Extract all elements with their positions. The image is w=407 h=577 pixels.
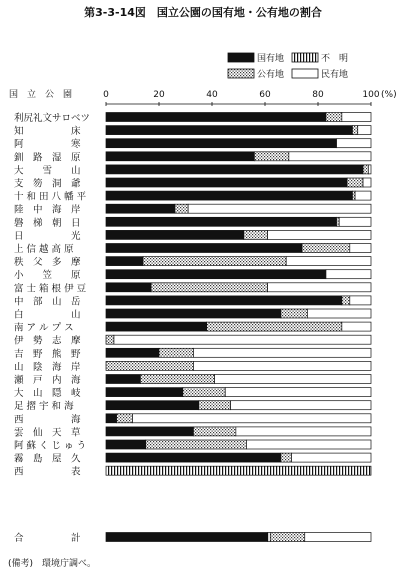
row-label: 西 表 [14,466,81,478]
bars [106,113,371,542]
row-label: 中 部 山 岳 [14,296,81,308]
bar-segment-national [106,126,352,135]
row-label: 上 信 越 高 原 [14,244,74,255]
row-label: 霧 島 屋 久 [14,453,81,465]
x-tick-label: 60 [259,90,271,100]
bar-segment-national [106,270,326,279]
bar-segment-private [114,335,371,344]
bar-segment-national [106,257,143,266]
row-label: 阿 寒 [14,139,81,151]
bar-segment-public [106,335,114,344]
row-label: 吉 野 熊 野 [14,348,81,360]
bar-segment-national [106,309,281,318]
x-axis [103,90,396,106]
x-tick-label: 20 [153,90,165,100]
row-label: 支 笏 洞 爺 [14,178,81,190]
row-label: 南 ア ル プ ス [14,322,74,334]
row-label: 知 床 [14,126,81,138]
bar-segment-private [358,126,371,135]
bar-segment-public [347,178,363,187]
bar-segment-national [106,217,337,226]
bar-segment-national [106,139,337,148]
bar-segment-private [133,414,372,423]
bar-segment-national [106,244,302,253]
bar-segment-national [106,165,363,174]
row-label: 瀬 戸 内 海 [14,375,81,386]
row-label: 西 海 [14,414,81,426]
bar-segment-private [342,322,371,331]
bar-segment-national [106,375,140,384]
bar-segment-national [106,533,268,542]
bar-segment-national [106,322,207,331]
bar-segment-private [289,152,371,161]
x-tick-label: 80 [312,90,324,100]
source-note: (備考) 環境庁調べ。 [8,559,97,569]
bar-segment-national [106,453,281,462]
bar-segment-public [151,283,268,292]
row-label: 山 陰 海 岸 [14,361,81,373]
row-label: 富 士 箱 根 伊 豆 [14,283,87,295]
legend-swatch-public [228,69,254,78]
bar-segment-private [307,309,371,318]
row-label: 陸 中 海 岸 [14,204,81,216]
bar-segment-national [106,152,254,161]
row-label: 白 山 [14,309,81,321]
legend-swatch-unknown [292,53,318,62]
legend [228,52,348,80]
bar-segment-public [352,191,355,200]
bar-segment-public [281,309,308,318]
bar-segment-public [117,414,133,423]
bar-segment-unknown [106,466,371,475]
bar-segment-private [225,388,371,397]
bar-segment-public [183,388,225,397]
bar-segment-public [106,361,193,370]
bar-segment-unknown [268,533,271,542]
chart-title: 第3-3-14図 国立公園の国有地・公有地の割合 [84,6,322,19]
bar-segment-public [207,322,342,331]
row-label: 伊 勢 志 摩 [14,335,81,347]
bar-segment-private [337,139,371,148]
row-label: 利尻礼文サロベツ [14,113,91,124]
legend-label-private: 民有地 [321,70,349,80]
bar-segment-public [199,401,231,410]
bar-segment-private [350,296,371,305]
bar-segment-private [363,178,371,187]
bar-segment-private [368,165,371,174]
bar-segment-national [106,348,159,357]
bar-segment-public [337,217,340,226]
bar-segment-public [326,113,342,122]
bar-segment-private [292,453,372,462]
x-tick-label: 100 [362,90,380,100]
total-label: 合 計 [14,533,81,544]
bar-segment-national [106,283,151,292]
row-label: 秩 父 多 摩 [14,257,81,269]
bar-segment-public [193,427,235,436]
bar-segment-national [106,113,326,122]
row-labels [14,112,90,544]
bar-segment-private [350,244,371,253]
bar-segment-public [159,348,193,357]
row-label: 大 山 隠 岐 [14,388,81,400]
x-tick-label: 40 [206,90,218,100]
bar-segment-national [106,388,183,397]
bar-segment-national [106,440,146,449]
row-label: 日 光 [14,230,81,242]
row-label: 十 和 田 八 幡 平 [14,191,87,203]
bar-segment-private [305,533,371,542]
bar-segment-national [106,230,244,239]
bar-segment-private [268,230,371,239]
bar-segment-national [106,427,193,436]
bar-segment-national [106,414,117,423]
bar-segment-private [215,375,371,384]
row-label: 雲 仙 天 草 [14,427,81,439]
bar-segment-public [270,533,304,542]
row-label: 釧 路 湿 原 [14,152,81,164]
row-label: 足 摺 宇 和 海 [14,401,74,413]
bar-segment-public [281,453,292,462]
legend-swatch-national [228,53,254,62]
legend-swatch-private [292,69,318,78]
bar-segment-private [236,427,371,436]
bar-segment-private [342,113,371,122]
bar-segment-private [231,401,371,410]
bar-segment-public [143,257,286,266]
bar-segment-public [302,244,350,253]
bar-segment-public [146,440,247,449]
bar-segment-public [352,126,357,135]
bar-segment-national [106,178,347,187]
bar-segment-national [106,204,175,213]
legend-label-national: 国有地 [257,54,285,64]
bar-segment-private [286,257,371,266]
bar-segment-public [140,375,214,384]
bar-segment-national [106,191,352,200]
bar-segment-private [268,283,371,292]
bar-segment-public [363,165,368,174]
bar-segment-private [188,204,371,213]
bar-segment-private [355,191,371,200]
bar-segment-national [106,296,342,305]
bar-segment-public [244,230,268,239]
bar-segment-private [193,361,371,370]
bar-segment-public [175,204,188,213]
x-unit: (%) [381,90,397,100]
bar-segment-private [339,217,371,226]
row-label: 小 笠 原 [14,270,81,282]
bar-segment-private [193,348,371,357]
row-label: 大 雪 山 [14,165,81,177]
legend-label-public: 公有地 [257,70,285,80]
bar-segment-public [254,152,288,161]
row-header: 国 立 公 園 [9,90,73,100]
legend-label-unknown: 不 明 [321,54,349,64]
bar-segment-public [342,296,350,305]
row-label: 阿 蘇 く じ ゅ う [14,440,87,452]
x-tick-label: 0 [103,90,109,100]
bar-segment-national [106,401,199,410]
row-label: 磐 梯 朝 日 [14,217,81,229]
bar-segment-private [326,270,371,279]
bar-segment-private [246,440,371,449]
